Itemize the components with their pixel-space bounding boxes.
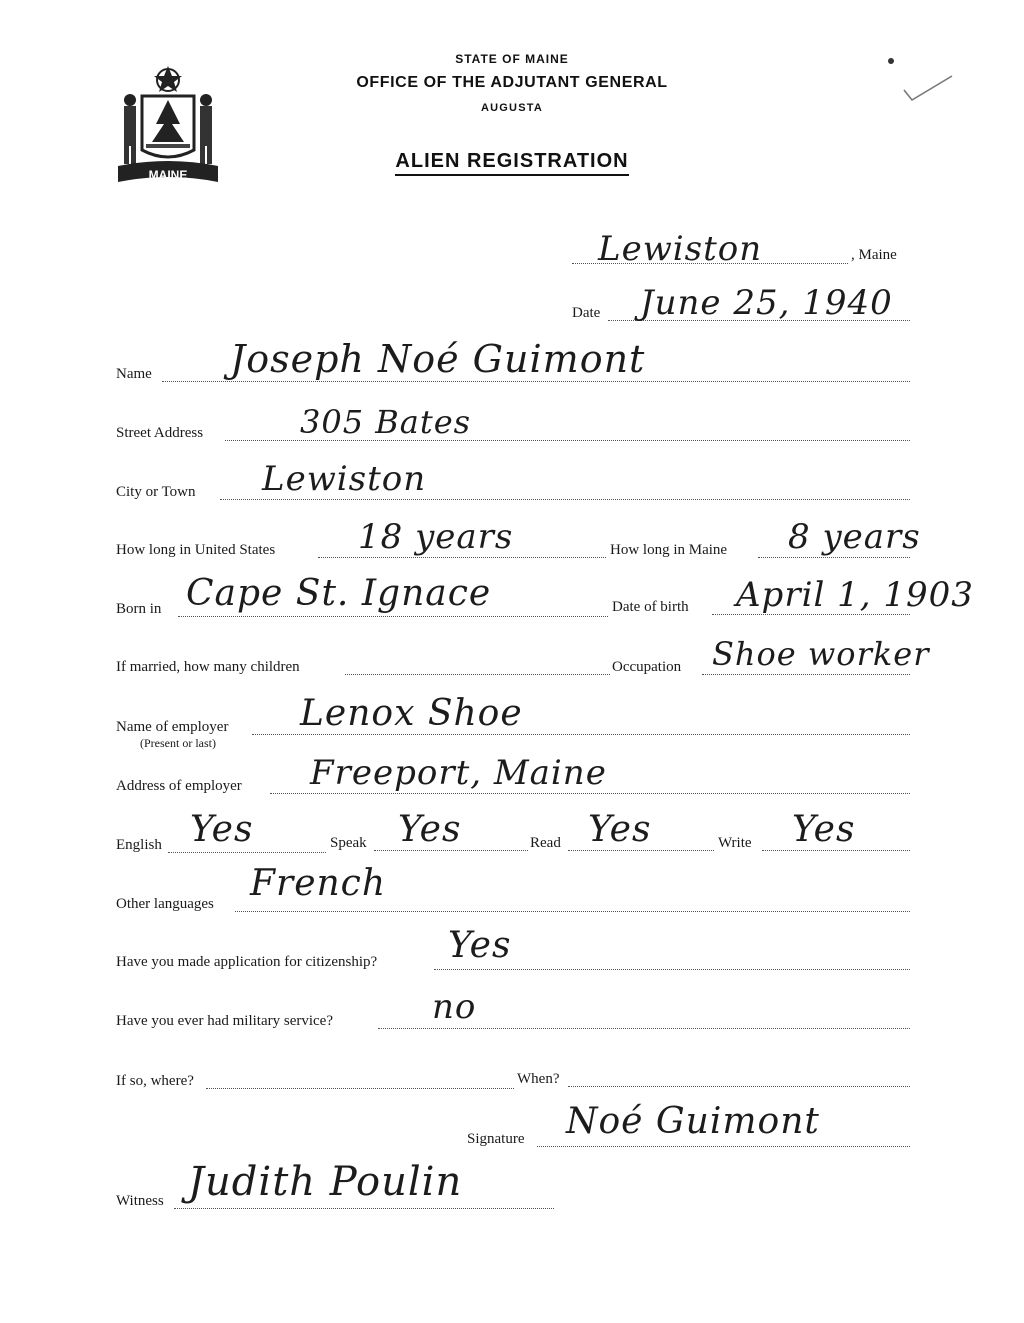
write-value: Yes [792,809,856,850]
state-seal-icon [112,62,224,190]
when-label: When? [517,1071,560,1087]
name-value: Joseph Noé Guimont [230,337,646,381]
born-value: Cape St. Ignace [186,573,492,614]
street-label: Street Address [116,425,204,441]
where-label: If so, where? [116,1073,194,1089]
citizenship-label: Have you made application for citizenship? [116,954,378,970]
city-value: Lewiston [262,459,427,499]
employer-label: Name of employer [116,719,229,735]
read-label: Read [530,835,561,851]
occupation-value: Shoe worker [712,635,930,673]
employer-value: Lenox Shoe [300,693,523,734]
city-label: City or Town [116,484,196,500]
us-years-value: 18 years [358,517,514,557]
dob-label: Date of birth [612,599,689,615]
seal-text: MAINE [148,168,188,182]
speak-value: Yes [398,809,462,850]
employer-addr-label: Address of employer [116,778,242,794]
witness-value: Judith Poulin [188,1159,463,1205]
speak-label: Speak [330,835,367,851]
english-label: English [116,837,162,853]
signature-label: Signature [467,1131,525,1147]
street-value: 305 Bates [300,403,472,441]
header-city: AUGUSTA [481,102,543,114]
header-state: STATE OF MAINE [455,52,569,66]
header-office: OFFICE OF THE ADJUTANT GENERAL [356,74,668,91]
maine-years-label: How long in Maine [610,542,728,558]
other-lang-value: French [250,863,387,904]
military-value: no [432,987,477,1027]
place-value: Lewiston [598,229,763,269]
citizenship-value: Yes [448,925,512,966]
born-label: Born in [116,601,162,617]
employer-addr-value: Freeport, Maine [310,753,607,793]
name-label: Name [116,366,152,382]
employer-sublabel: (Present or last) [140,736,216,750]
read-value: Yes [588,809,652,850]
check-mark-icon [900,72,956,108]
signature-value: Noé Guimont [566,1101,820,1142]
maine-label: , Maine [851,247,897,263]
write-label: Write [718,835,752,851]
military-label: Have you ever had military service? [116,1013,333,1029]
dob-value: April 1, 1903 [736,575,974,615]
occupation-label: Occupation [612,659,682,675]
children-label: If married, how many children [116,659,300,675]
date-label: Date [572,305,601,321]
other-lang-label: Other languages [116,896,214,912]
english-value: Yes [190,809,254,850]
maine-years-value: 8 years [788,517,921,557]
us-years-label: How long in United States [116,542,276,558]
witness-label: Witness [116,1193,164,1209]
form-title: ALIEN REGISTRATION [0,150,1024,173]
date-value: June 25, 1940 [640,283,893,323]
ink-dot [888,58,894,64]
